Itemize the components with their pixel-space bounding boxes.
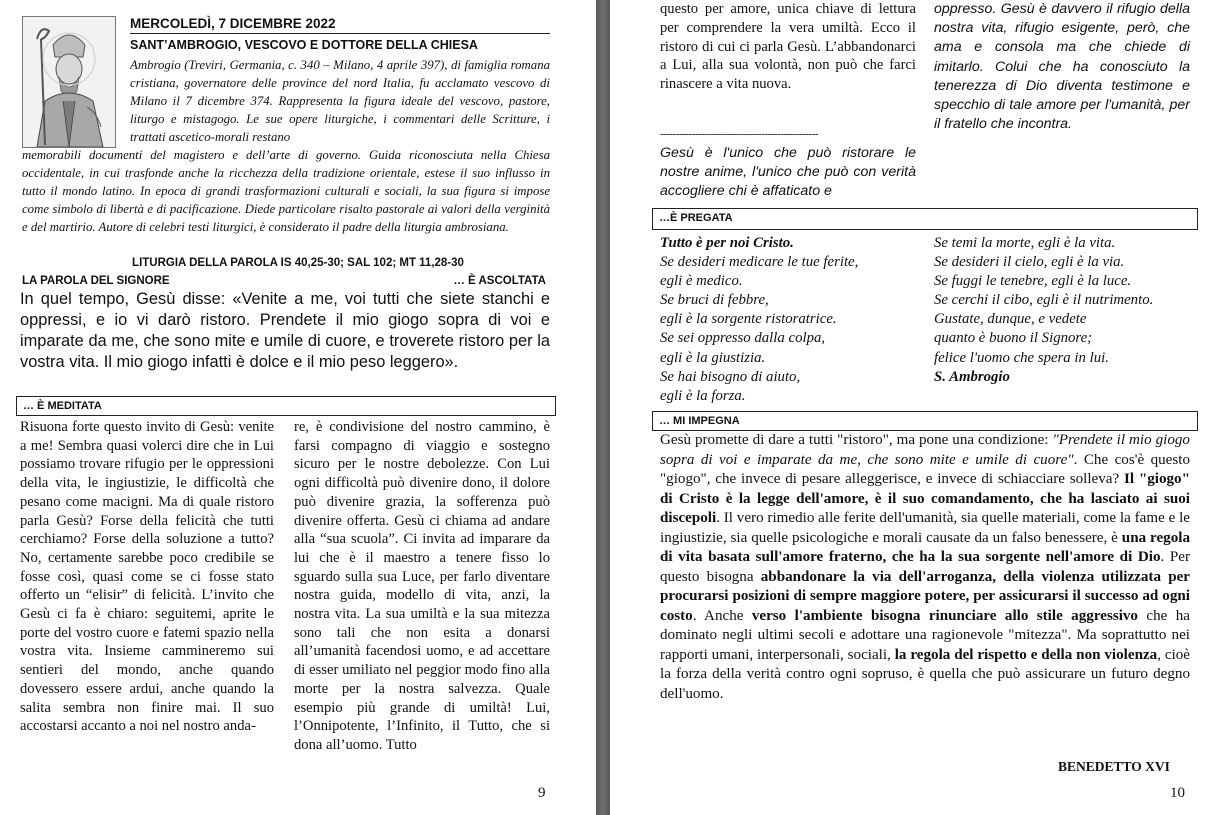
prayer-column-2 <box>934 234 1194 387</box>
commit-text-part: . Che cos'è questo "giogo", che invece di pesare alleggerisce, e invece di schiacciare solleva? <box>660 451 1191 487</box>
listened-label: … È ASCOLTATA <box>453 275 546 287</box>
prayer-line: Se hai bisogno di aiuto, <box>660 368 801 385</box>
meditation-column-1: Risuona forte questo invito di Gesù: venite a me! Sembra quasi volerci dire che in Lui possiamo trovare rifugio per le oppressioni della vita, le ingiustizie, le difficoltà che pesano come macigni. Ma di quale ristoro parla Gesù? Forse della felicità che tutti cerchiamo? Forse della soluzione a tutto? No, certamente sarebbe poco credibile se fosse così, quasi come se ci fosse stato offerto un “elisir” di felicità. L’invito che Gesù ci fa è chiaro: seguitemi, aprite le porte del vostro cuore e fatemi spazio nella vostra vita. Insieme cammineremo sui sentieri del mondo, anche quando dovessero essere ardui, anche quando la salita sembra non finire mai. Il suo accostarsi accanto a noi nel nostro anda- <box>20 419 274 735</box>
commit-bold-part: la regola del rispetto e della non violenza <box>894 646 1158 663</box>
biography-rest: memorabili documenti del magistero e dell’arte di governo. Guida riconosciuta nella Chiesa occidentale, in cui trasfonde anche la ricchezza della tradizione orientale, estese il suo influsso in tutto il mondo latino. In epoca di grandi trasformazioni culturali e sociali, la sua figura si impose come simbolo di libertà e di pacificazione. Diede particolare risalto pastorale ai valori della verginità e del martirio. Autore di celebri testi liturgici, è considerato il padre della liturgia ambrosiana. <box>22 148 550 234</box>
prayer-line: Se temi la morte, egli è la vita. <box>934 235 1116 251</box>
prayer-line: Se cerchi il cibo, egli è il nutrimento. <box>934 292 1154 309</box>
gospel-text: In quel tempo, Gesù disse: «Venite a me, voi tutti che siete stanchi e oppressi, e io vi darò ristoro. Prendete il mio giogo sopra di voi e imparate da me, che sono mite e umile di cuore, e troverete ristoro per la vostra vita. Il mio giogo infatti è dolce e il mio peso leggero». <box>20 290 550 371</box>
prayer-line: egli è la giustizia. <box>660 349 766 366</box>
commit-text-part: Gesù promette di dare a tutti "ristoro", ma pone una condizione: <box>660 432 1053 448</box>
reflection-quote-2: oppresso. Gesù è davvero il rifugio della nostra vita, rifugio esigente, però, che ama e consola ma che chiede di imitarlo. Colui che ha conosciuto la tenerezza di Dio diventa testimone e specchio di tale amore per l'umanità, per il fratello che incontra. <box>934 1 1190 133</box>
left-page <box>0 0 596 815</box>
meditated-section-header: … È MEDITATA <box>16 396 556 416</box>
date-heading: MERCOLEDÌ, 7 DICEMBRE 2022 <box>130 16 550 34</box>
prayer-column-1 <box>660 234 925 406</box>
biography-top: Ambrogio (Treviri, Germania, c. 340 – Milano, 4 aprile 397), di famiglia romana cristiana, governatore delle province del nord Italia, fu acclamato vescovo di Milano il 7 dicembre 374. Rappresenta la figura ideale del vescovo, pastore, liturgo e mistagogo. Le sue opere liturgiche, i commentari delle Scritture, i trattati ascetico-morali restano <box>130 58 550 144</box>
prayed-section-header: …È PREGATA <box>652 208 1198 230</box>
word-of-lord-label: LA PAROLA DEL SIGNORE <box>22 275 170 287</box>
commit-bold-part: abbandonare la via dell'arroganza, della violenza utilizzata per procurarsi posizioni di sempre maggiore potere, per assicurarsi il successo ad ogni costo <box>660 568 1190 624</box>
commit-bold-part: verso l'ambiente bisogna rinunciare allo stile aggressivo <box>751 607 1138 624</box>
commit-text-part: . Anche <box>692 607 752 624</box>
separator-line: -------------------------------------------------- <box>660 128 819 140</box>
prayer-line: Se desideri medicare le tue ferite, <box>660 254 859 271</box>
prayer-line: Se sei oppresso dalla colpa, <box>660 330 826 347</box>
prayer-line: quanto è buono il Signore; <box>934 330 1093 347</box>
saint-title: SANT’AMBROGIO, VESCOVO E DOTTORE DELLA CHIESA <box>130 38 478 52</box>
saint-biography <box>22 56 550 236</box>
commit-bold-part: Il "giogo" di Cristo è la legge dell'amore, è il suo comandamento, che ha lasciato ai suoi discepoli <box>660 471 1190 526</box>
prayer-line: Tutto è per noi Cristo. <box>660 235 794 251</box>
commit-text-part: , cioè la forza della verità contro ogni sopruso, è quella che può assicurare un futuro degno dell'uomo. <box>660 646 1191 702</box>
prayer-line: Se fuggi le tenebre, egli è la luce. <box>934 273 1132 290</box>
commit-quote-italic: "Prendete il mio giogo sopra di voi e imparate da me, che sono mite e umile di cuore" <box>660 432 1190 468</box>
reflection-column-1: questo per amore, unica chiave di lettura per comprendere la vera umiltà. Ecco il ristoro di cui ci parla Gesù. L’abbandonarci a Lui, alla sua volontà, non può che farci rinascere a vita nuova. <box>660 1 916 93</box>
page-number-left: 9 <box>538 785 546 801</box>
commit-text-part: . Il vero rimedio alle ferite dell'umanità, sia quelle materiali, come la fame e le ingiustizie, sia quelle psicologiche e morali causate da un falso benessere, è <box>660 510 1190 546</box>
commit-bold-part: una regola di vita basata sull'amore fraterno, che ha la sua sorgente nell'amore di Dio <box>660 529 1190 565</box>
prayer-author: S. Ambrogio <box>934 368 1010 385</box>
prayer-line: Gustate, dunque, e vedete <box>934 311 1087 328</box>
prayer-line: felice l'uomo che spera in lui. <box>934 349 1109 366</box>
commitment-section-header: … MI IMPEGNA <box>652 411 1198 431</box>
commit-text-part: che ha dominato negli ultimi secoli e adottare una ragionevole "mitezza". Ma soprattutto nei rapporti umani, interpersonali, sociali, <box>660 607 1190 663</box>
prayer-line: egli è la forza. <box>660 387 746 404</box>
prayer-line: Se desideri il cielo, egli è la via. <box>934 254 1125 271</box>
book-gutter <box>596 0 610 815</box>
page-number-right: 10 <box>1170 785 1185 801</box>
commit-text-part: . Per questo bisogna <box>660 549 1190 585</box>
prayer-line: egli è la sorgente ristoratrice. <box>660 311 837 328</box>
prayer-line: Se bruci di febbre, <box>660 292 769 309</box>
commitment-author: BENEDETTO XVI <box>1058 759 1170 774</box>
reflection-quote-1: Gesù è l'unico che può ristorare le nostre anime, l'unico che può con verità accogliere chi è affaticato e <box>660 145 916 200</box>
prayer-line: egli è medico. <box>660 273 743 290</box>
meditation-column-2: re, è condivisione del nostro cammino, è farsi compagno di viaggio e sostegno sicuro per le nostre debolezze. Con Lui ogni difficoltà può divenire dono, il dolore può divenire grazia, la sofferenza può divenire offerta. Gesù ci chiama ad andare alla “sua scuola”. Ci invita ad imparare da lui che è il maestro a tenere fisso lo sguardo sulla sua Luce, per farlo diventare nostra guida, modello di vita, anzi, la nostra vita. La sua umiltà e la sua mitezza sono tali che non esita a donarsi all’umanità facendosi uomo, e ad accettare di esser umiliato nel peggior modo fino alla morte per la nostra salvezza. Quale esempio più grande di umiltà! Lui, l’Onnipotente, l’Infinito, il Tutto, che si dona all’uomo. Tutto <box>294 419 550 753</box>
commitment-text <box>660 431 1190 704</box>
liturgy-reference: LITURGIA DELLA PAROLA IS 40,25-30; SAL 102; MT 11,28-30 <box>132 257 464 269</box>
